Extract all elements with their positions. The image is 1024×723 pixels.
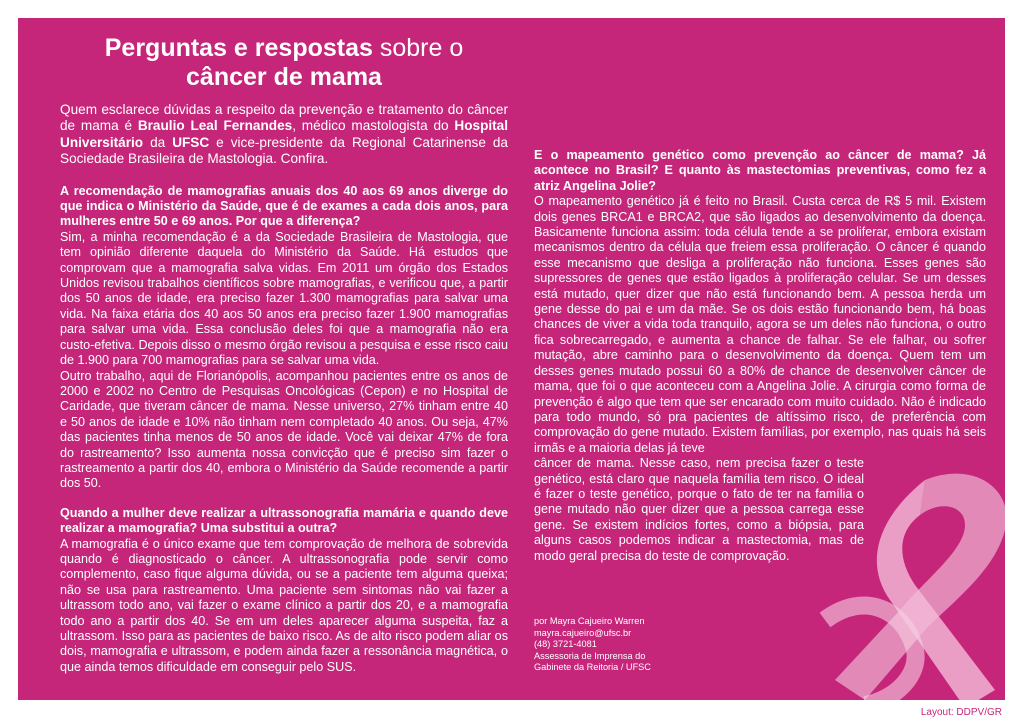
answer-2: A mamografia é o único exame que tem comprovação de melhora de sobrevida quando é diagnosticado o câncer. A ultrassonografia pode servir como complemento, caso fique alguma dúvida, ou se a paciente tem alguma queixa; não se usa para rastreamento. Uma paciente sem sintomas não vai fazer a ultrassom todo ano, vai fazer o exame clínico a partir dos 20, e a mamografia todo ano a partir dos 40. Se em um deles aparecer alguma suspeita, faz a ultrassom. Isso para as pacientes de baixo risco. As de alto risco podem aliar os dois, mamografia e ultrassom, e podem ainda fazer a ressonância magnética, o que ainda temos dificuldade em conseguir pelo SUS. bbox=[60, 536, 508, 674]
author-office-2: Gabinete da Reitoria / UFSC bbox=[534, 662, 651, 673]
intro-doctor-name: Braulio Leal Fernandes bbox=[137, 118, 293, 134]
answer-1-paragraph-1: Sim, a minha recomendação é a da Sociedade Brasileira de Mastologia, que tem opinião diferente daquela do Ministério da Saúde. Há estudos que comprovam que a mamografia salva vidas. Em 2011 um órgão dos Estados Unidos revisou trabalhos científicos sobre mamografias, e verificou que, a partir dos 50 anos de idade, era preciso fazer 1.300 mamografias para salvar uma vida. Na faixa etária dos 40 aos 50 anos era preciso fazer 1.900 mamografias para salvar uma vida. Essa conclusão deles foi que a mamografia não era custo-efetiva. Depois disso o mesmo órgão revisou a pesquisa e esse risco caiu de 1.900 para 700 mamografias para se salvar uma vida. bbox=[60, 229, 508, 368]
author-name: por Mayra Cajueiro Warren bbox=[534, 616, 645, 626]
author-email: mayra.cajueiro@ufsc.br bbox=[534, 627, 632, 638]
title-bold: Perguntas e respostas bbox=[104, 34, 373, 62]
page-title bbox=[60, 34, 508, 92]
intro-hospital: Hospital Universitário bbox=[60, 118, 509, 150]
author-credits bbox=[534, 616, 651, 674]
spacer bbox=[60, 492, 508, 506]
article-page bbox=[18, 18, 1005, 700]
answer-1-paragraph-2: Outro trabalho, aqui de Florianópolis, acompanhou pacientes entre os anos de 2000 e 2002 no Centro de Pesquisas Oncológicas (Cepon) e no Hospital de Caridade, que tiveram câncer de mama. Nesse universo, 27% tinham entre 40 e 50 anos de idade e 10% não tinham nem completado 40 anos. Ou seja, 47% das pacientes tinha menos de 50 anos de idade. Você vai deixar 47% de fora do rastreamento? Isso aumenta nossa convicção que é preciso sim fazer o rastreamento a partir dos 40, embora o Ministério da Saúde recomende a partir dos 50. bbox=[60, 368, 508, 491]
question-3: E o mapeamento genético como prevenção ao câncer de mama? Já acontece no Brasil? E quanto às mastectomias preventivas, como fez a atriz Angelina Jolie? bbox=[534, 148, 986, 193]
intro-text-3: da bbox=[143, 134, 173, 150]
layout-credit: Layout: DDPV/GR bbox=[920, 707, 1002, 718]
answer-3-part-2: câncer de mama. Nesse caso, nem precisa fazer o teste genético, está claro que naquela família tem risco. O ideal é fazer o teste genético, porque o fato de ter na família o gene mutado não quer dizer que a pessoa carrega esse gene. Se existem indícios fortes, como a biópsia, para alguns casos podemos indicar a mastectomia, mas de modo geral precisa do teste de comprovação. bbox=[534, 456, 864, 563]
left-column bbox=[60, 34, 508, 675]
intro-paragraph bbox=[60, 102, 508, 168]
author-phone: (48) 3721-4081 bbox=[534, 639, 597, 650]
question-1: A recomendação de mamografias anuais dos 40 aos 69 anos diverge do que indica o Ministério da Saúde, que é de exames a cada dois anos, para mulheres entre 50 e 69 anos. Por que a diferença? bbox=[60, 183, 508, 229]
pink-ribbon-icon bbox=[805, 460, 1005, 700]
author-office-1: Assessoria de Imprensa do bbox=[534, 650, 646, 661]
title-line2: câncer de mama bbox=[186, 63, 382, 91]
intro-text-2: , médico mastologista do bbox=[292, 118, 455, 134]
intro-text-4: e vice-presidente da Regional Catarinense da Sociedade Brasileira de Mastologia. Confira. bbox=[60, 134, 508, 167]
question-2: Quando a mulher deve realizar a ultrassonografia mamária e quando deve realizar a mamografia? Uma substitui a outra? bbox=[60, 505, 508, 536]
intro-ufsc: UFSC bbox=[172, 134, 210, 150]
intro-text-1: Quem esclarece dúvidas a respeito da prevenção e tratamento do câncer de mama é bbox=[60, 102, 508, 134]
title-light: sobre o bbox=[379, 34, 464, 62]
answer-3-part-1: O mapeamento genético já é feito no Brasil. Custa cerca de R$ 5 mil. Existem dois genes BRCA1 e BRCA2, que são ligados ao desenvolvimento da doença. Basicamente funciona assim: toda célula tende a se proliferar, embora existam mecanismos dentro da célula que freiem essa proliferação. O câncer é quando esse mecanismo que desliga a proliferação não funciona. Esses genes são supressores de genes que estão ligados à proliferação celular. Se um desses está mutado, quer dizer que não está funcionando bem. A pessoa herda um gene desse do pai e um da mãe. Se os dois estão funcionando bem, há boas chances de viver a vida toda tranquilo, agora se um deles não funciona, o outro fica sobrecarregado, e aumenta a chance de falhar. Se ele falhar, ou sofrer mutação, abre caminho para o desenvolvimento da doença. Quem tem um desses genes mutado possui 60 a 80% de chance de desenvolver câncer de mama, que foi o que aconteceu com a Angelina Jolie. A cirurgia como forma de prevenção é algo que tem que ser encarado com muito cuidado. Não é indicado para todo mundo, só pra pacientes de altíssimo risco, de preferência com comprovação do gene mutado. Existem famílias, por exemplo, nas quais há seis irmãs e a maioria delas já teve bbox=[534, 194, 986, 455]
